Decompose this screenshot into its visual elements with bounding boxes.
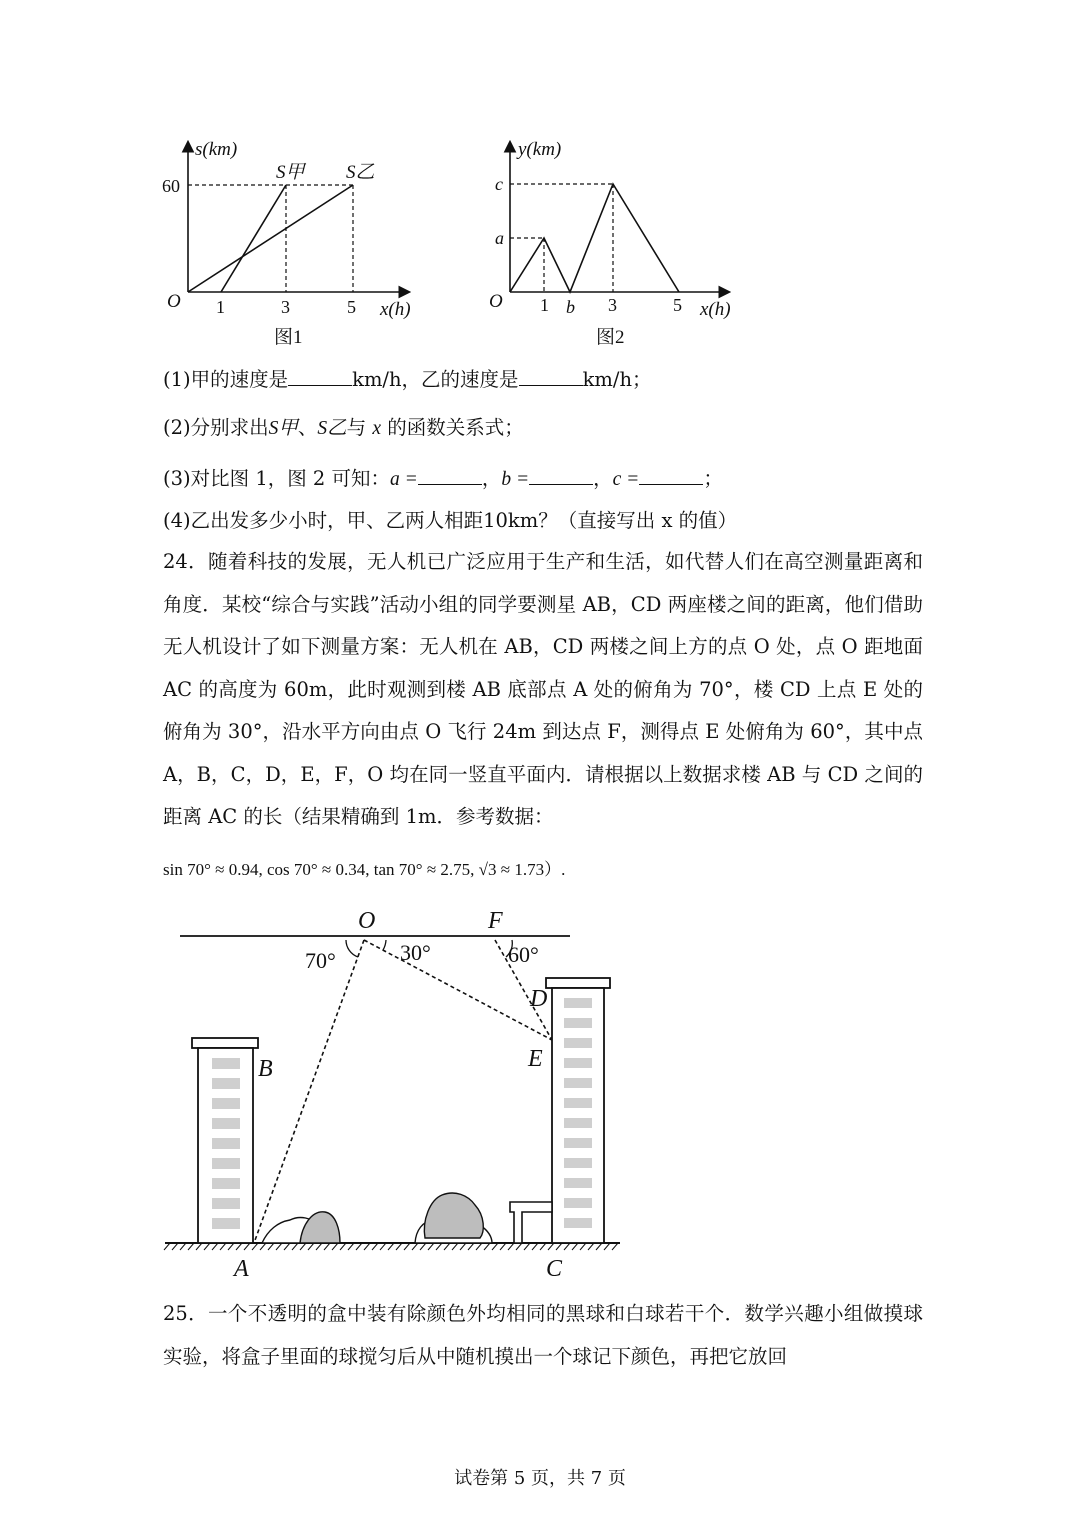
q24-text: 24．随着科技的发展，无人机已广泛应用于生产和生活，如代替人们在高空测量距离和角度．某校“综合与实践”活动小组的同学要测星 AB，CD 两座楼之间的距离，他们借助无人机设计了如下测量方案：无人机在 AB，CD 两楼之间上方的点 O 处，点 O 距地面 AC 的高度为 60m，此时观测到楼 AB 底部点 A 处的俯角为 70°，楼 CD 上点 E 处的俯角为 30°，沿水平方向由点 O 飞行 24m 到达点 F，测得点 E 处俯角为 60°，其中点 A，B，C，D，E，F，O 均在同一竖直平面内．请根据以上数据求楼 AB 与 CD 之间的距离 AC 的长（结果精确到 1m．参考数据：: [163, 550, 923, 828]
answer-blank[interactable]: [529, 466, 593, 485]
q23-part-3: (3)对比图 1，图 2 可知：a = ，b = ，c = ；: [163, 467, 723, 490]
point-b-label: B: [258, 1056, 273, 1082]
point-c-label: C: [546, 1256, 563, 1282]
q23-part-2: (2)分别求出S甲、S乙与 x 的函数关系式；: [163, 416, 524, 439]
x-tick-5: 5: [673, 295, 682, 315]
answer-blank[interactable]: [639, 466, 703, 485]
q23-part-4: (4)乙出发多少小时，甲、乙两人相距10km？（直接写出 x 的值）: [163, 509, 738, 532]
point-e-label: E: [528, 1046, 543, 1072]
rocks: [262, 1193, 492, 1243]
point-a-label: A: [234, 1256, 249, 1282]
x-tick-1: 1: [216, 297, 225, 317]
figure-2-caption: 图2: [596, 327, 625, 348]
x-tick-5: 5: [347, 297, 356, 317]
s-jia-symbol: S甲: [268, 418, 298, 439]
page-footer: 试卷第 5 页，共 7 页: [454, 1468, 626, 1489]
x-tick-b: b: [566, 297, 575, 317]
q24-reference-data: sin 70° ≈ 0.94, cos 70° ≈ 0.34, tan 70° ≈ 2.75, √3 ≈ 1.73）.: [163, 860, 566, 879]
x-tick-1: 1: [540, 295, 549, 315]
figure-1-caption: 图1: [274, 327, 303, 348]
measurement-diagram: [150, 900, 650, 1290]
building-ab: [192, 1038, 258, 1243]
x-axis-label: x(h): [700, 299, 731, 320]
y-tick-a: a: [495, 228, 504, 248]
building-cd: [510, 978, 610, 1243]
answer-blank[interactable]: [519, 367, 583, 386]
angle-70-label: 70°: [305, 948, 336, 973]
answer-blank[interactable]: [288, 367, 352, 386]
x-tick-3: 3: [281, 297, 290, 317]
point-d-label: D: [530, 986, 548, 1012]
origin-label: O: [489, 291, 503, 312]
x-tick-3: 3: [608, 295, 617, 315]
figure-2-graph: [480, 135, 760, 350]
figure-1-graph: [150, 135, 430, 350]
s-yi-line: [188, 185, 353, 292]
s-yi-label: S乙: [346, 162, 375, 183]
origin-label: O: [167, 291, 181, 312]
angle-30-label: 30°: [400, 940, 431, 965]
q23-part-1: (1)甲的速度是 km/h，乙的速度是 km/h；: [163, 368, 652, 391]
q25-text: 25．一个不透明的盒中装有除颜色外均相同的黑球和白球若干个．数学兴趣小组做摸球实验，将盒子里面的球搅匀后从中随机摸出一个球记下颜色，再把它放回: [163, 1302, 923, 1368]
distance-polyline: [510, 184, 679, 292]
angle-60-label: 60°: [508, 942, 539, 967]
y-axis-label: y(km): [518, 139, 562, 160]
point-f-label: F: [488, 908, 503, 934]
y-tick-c: c: [495, 174, 503, 194]
x-axis-label: x(h): [380, 299, 411, 320]
s-jia-line: [221, 185, 286, 292]
s-yi-symbol: S乙: [317, 418, 347, 439]
y-tick-60: 60: [162, 176, 180, 196]
y-axis-label: s(km): [195, 139, 238, 160]
s-jia-label: S甲: [276, 162, 305, 183]
point-o-label: O: [358, 908, 376, 934]
answer-blank[interactable]: [418, 466, 482, 485]
x-symbol: x: [372, 418, 382, 439]
